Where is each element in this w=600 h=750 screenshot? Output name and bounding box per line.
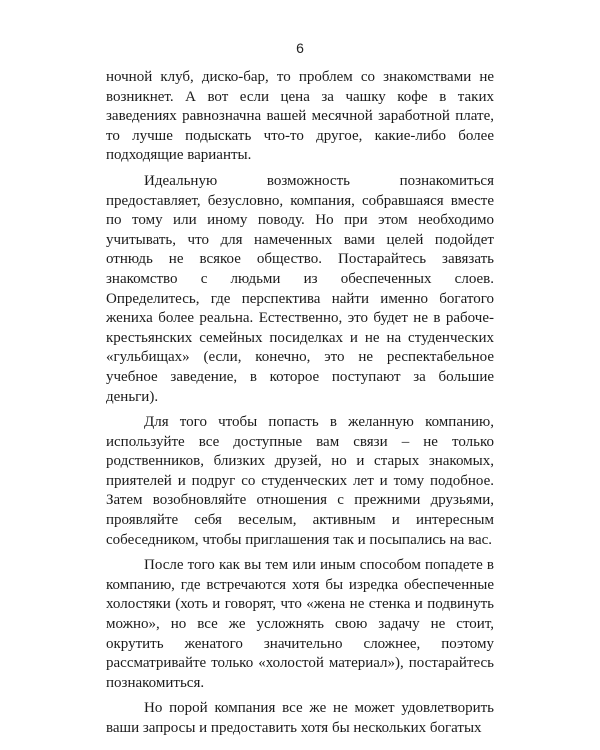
paragraph: Идеальную возможность познакомиться предоставляет, безусловно, компания, собравшаяся вместе по тому или иному поводу. Но при этом необходимо учитывать, что для намеченных вами целей подойдет отнюдь не всякое общество. Постарайтесь завязать знакомство с людьми из обеспеченных слоев. Определитесь, где перспектива найти именно богатого жениха более реальна. Естественно, это будет не в рабоче-крестьянских семейных посиделках и не на студенческих «гульбищах» (если, конечно, это не респектабельное учебное заведение, в которое поступают за большие деньги). bbox=[106, 172, 494, 405]
paragraph: После того как вы тем или иным способом попадете в компанию, где встречаются хотя бы изредка обеспеченные холостяки (хоть и говорят, что «жена не стенка и подвинуть можно», но все же усложнять свою задачу не стоит, окрутить женатого значительно сложнее, поэтому рассматривайте только «холостой материал»), постарайтесь познакомиться. bbox=[106, 557, 494, 691]
paragraph: ночной клуб, диско-бар, то проблем со знакомствами не возникнет. А вот если цена за чашку кофе в таких заведениях равнозначна вашей месячной заработной плате, то лучше подыскать что-то другое, какие-либо более подходящие варианты. bbox=[106, 69, 494, 164]
paragraph: Для того чтобы попасть в желанную компанию, используйте все доступные вам связи – не только родственников, близких друзей, но и старых знакомых, приятелей и подруг со студенческих лет и тому подобное. Затем возобновляйте отношения с прежними друзьями, проявляйте себя веселым, активным и интересным собеседником, чтобы приглашения так и посыпались на вас. bbox=[106, 414, 494, 548]
page-body bbox=[106, 68, 494, 739]
paragraph: Но порой компания все же не может удовлетворить ваши запросы и предоставить хотя бы нескольких богатых bbox=[106, 700, 494, 736]
page-number: 6 bbox=[296, 40, 304, 56]
